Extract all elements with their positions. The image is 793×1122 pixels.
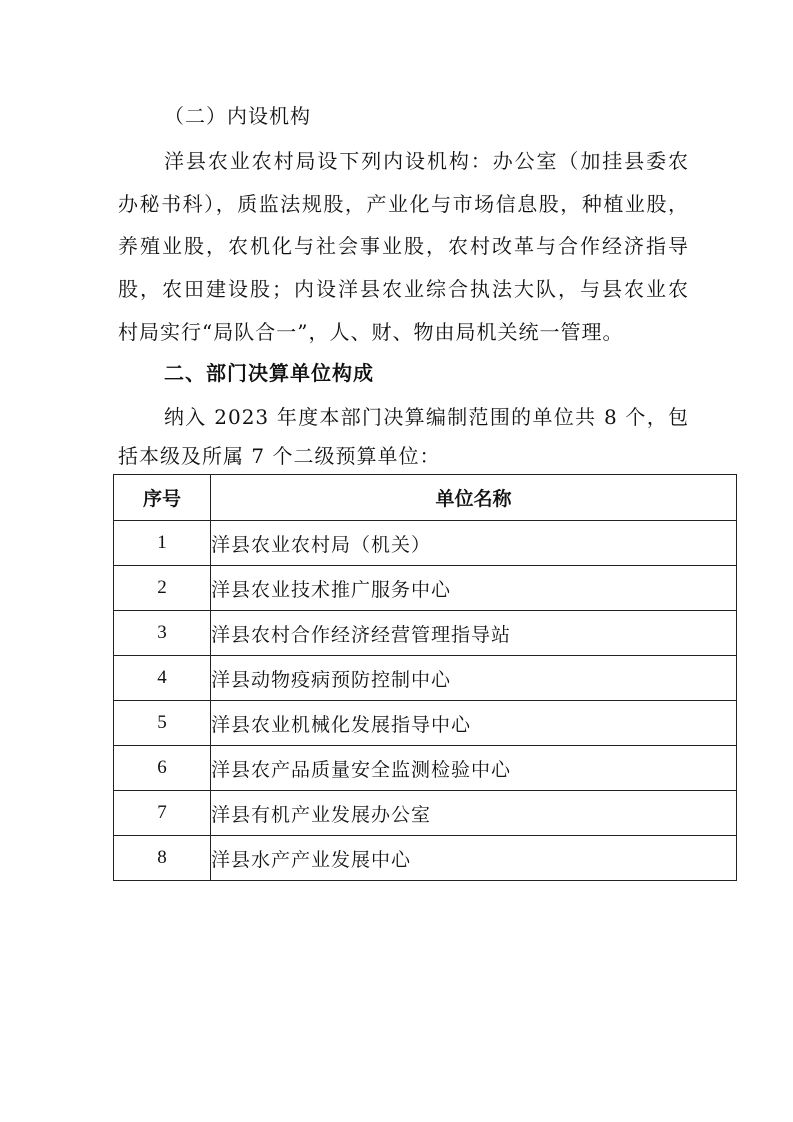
table-row [114,521,737,566]
budget-units-table [113,474,737,881]
row-unit-name: 洋县农村合作经济经营管理指导站 [211,611,737,656]
header-index: 序号 [114,475,211,521]
row-index: 5 [114,701,211,746]
row-index: 6 [114,746,211,791]
row-unit-name: 洋县水产产业发展中心 [211,836,737,881]
row-index: 4 [114,656,211,701]
table-header-row [114,475,737,521]
paragraph-line: 洋县农业农村局设下列内设机构：办公室（加挂县委农 [164,149,689,173]
table-row [114,746,737,791]
row-unit-name: 洋县有机产业发展办公室 [211,791,737,836]
paragraph-line: 村局实行“局队合一”，人、财、物由局机关统一管理。 [118,320,624,344]
row-unit-name: 洋县农业技术推广服务中心 [211,566,737,611]
paragraph-line: 办秘书科），质监法规股，产业化与市场信息股，种植业股， [118,192,689,216]
section-heading-unit-composition: 二、部门决算单位构成 [164,361,374,385]
row-index: 8 [114,836,211,881]
row-index: 7 [114,791,211,836]
row-unit-name: 洋县动物疫病预防控制中心 [211,656,737,701]
table-row [114,611,737,656]
paragraph-line: 纳入 2023 年度本部门决算编制范围的单位共 8 个，包 [164,405,689,429]
row-unit-name: 洋县农产品质量安全监测检验中心 [211,746,737,791]
table-row [114,701,737,746]
header-unit-name: 单位名称 [211,475,737,521]
sub-heading-internal-structure: （二）内设机构 [164,104,311,128]
paragraph-line: 股，农田建设股；内设洋县农业综合执法大队，与县农业农 [118,277,689,301]
paragraph-line: 养殖业股，农机化与社会事业股，农村改革与合作经济指导 [118,234,689,258]
row-index: 3 [114,611,211,656]
table-row [114,836,737,881]
table-row [114,656,737,701]
table-row [114,566,737,611]
table-row [114,791,737,836]
paragraph-line: 括本级及所属 7 个二级预算单位： [118,444,441,468]
row-unit-name: 洋县农业农村局（机关） [211,521,737,566]
row-index: 1 [114,521,211,566]
row-index: 2 [114,566,211,611]
row-unit-name: 洋县农业机械化发展指导中心 [211,701,737,746]
